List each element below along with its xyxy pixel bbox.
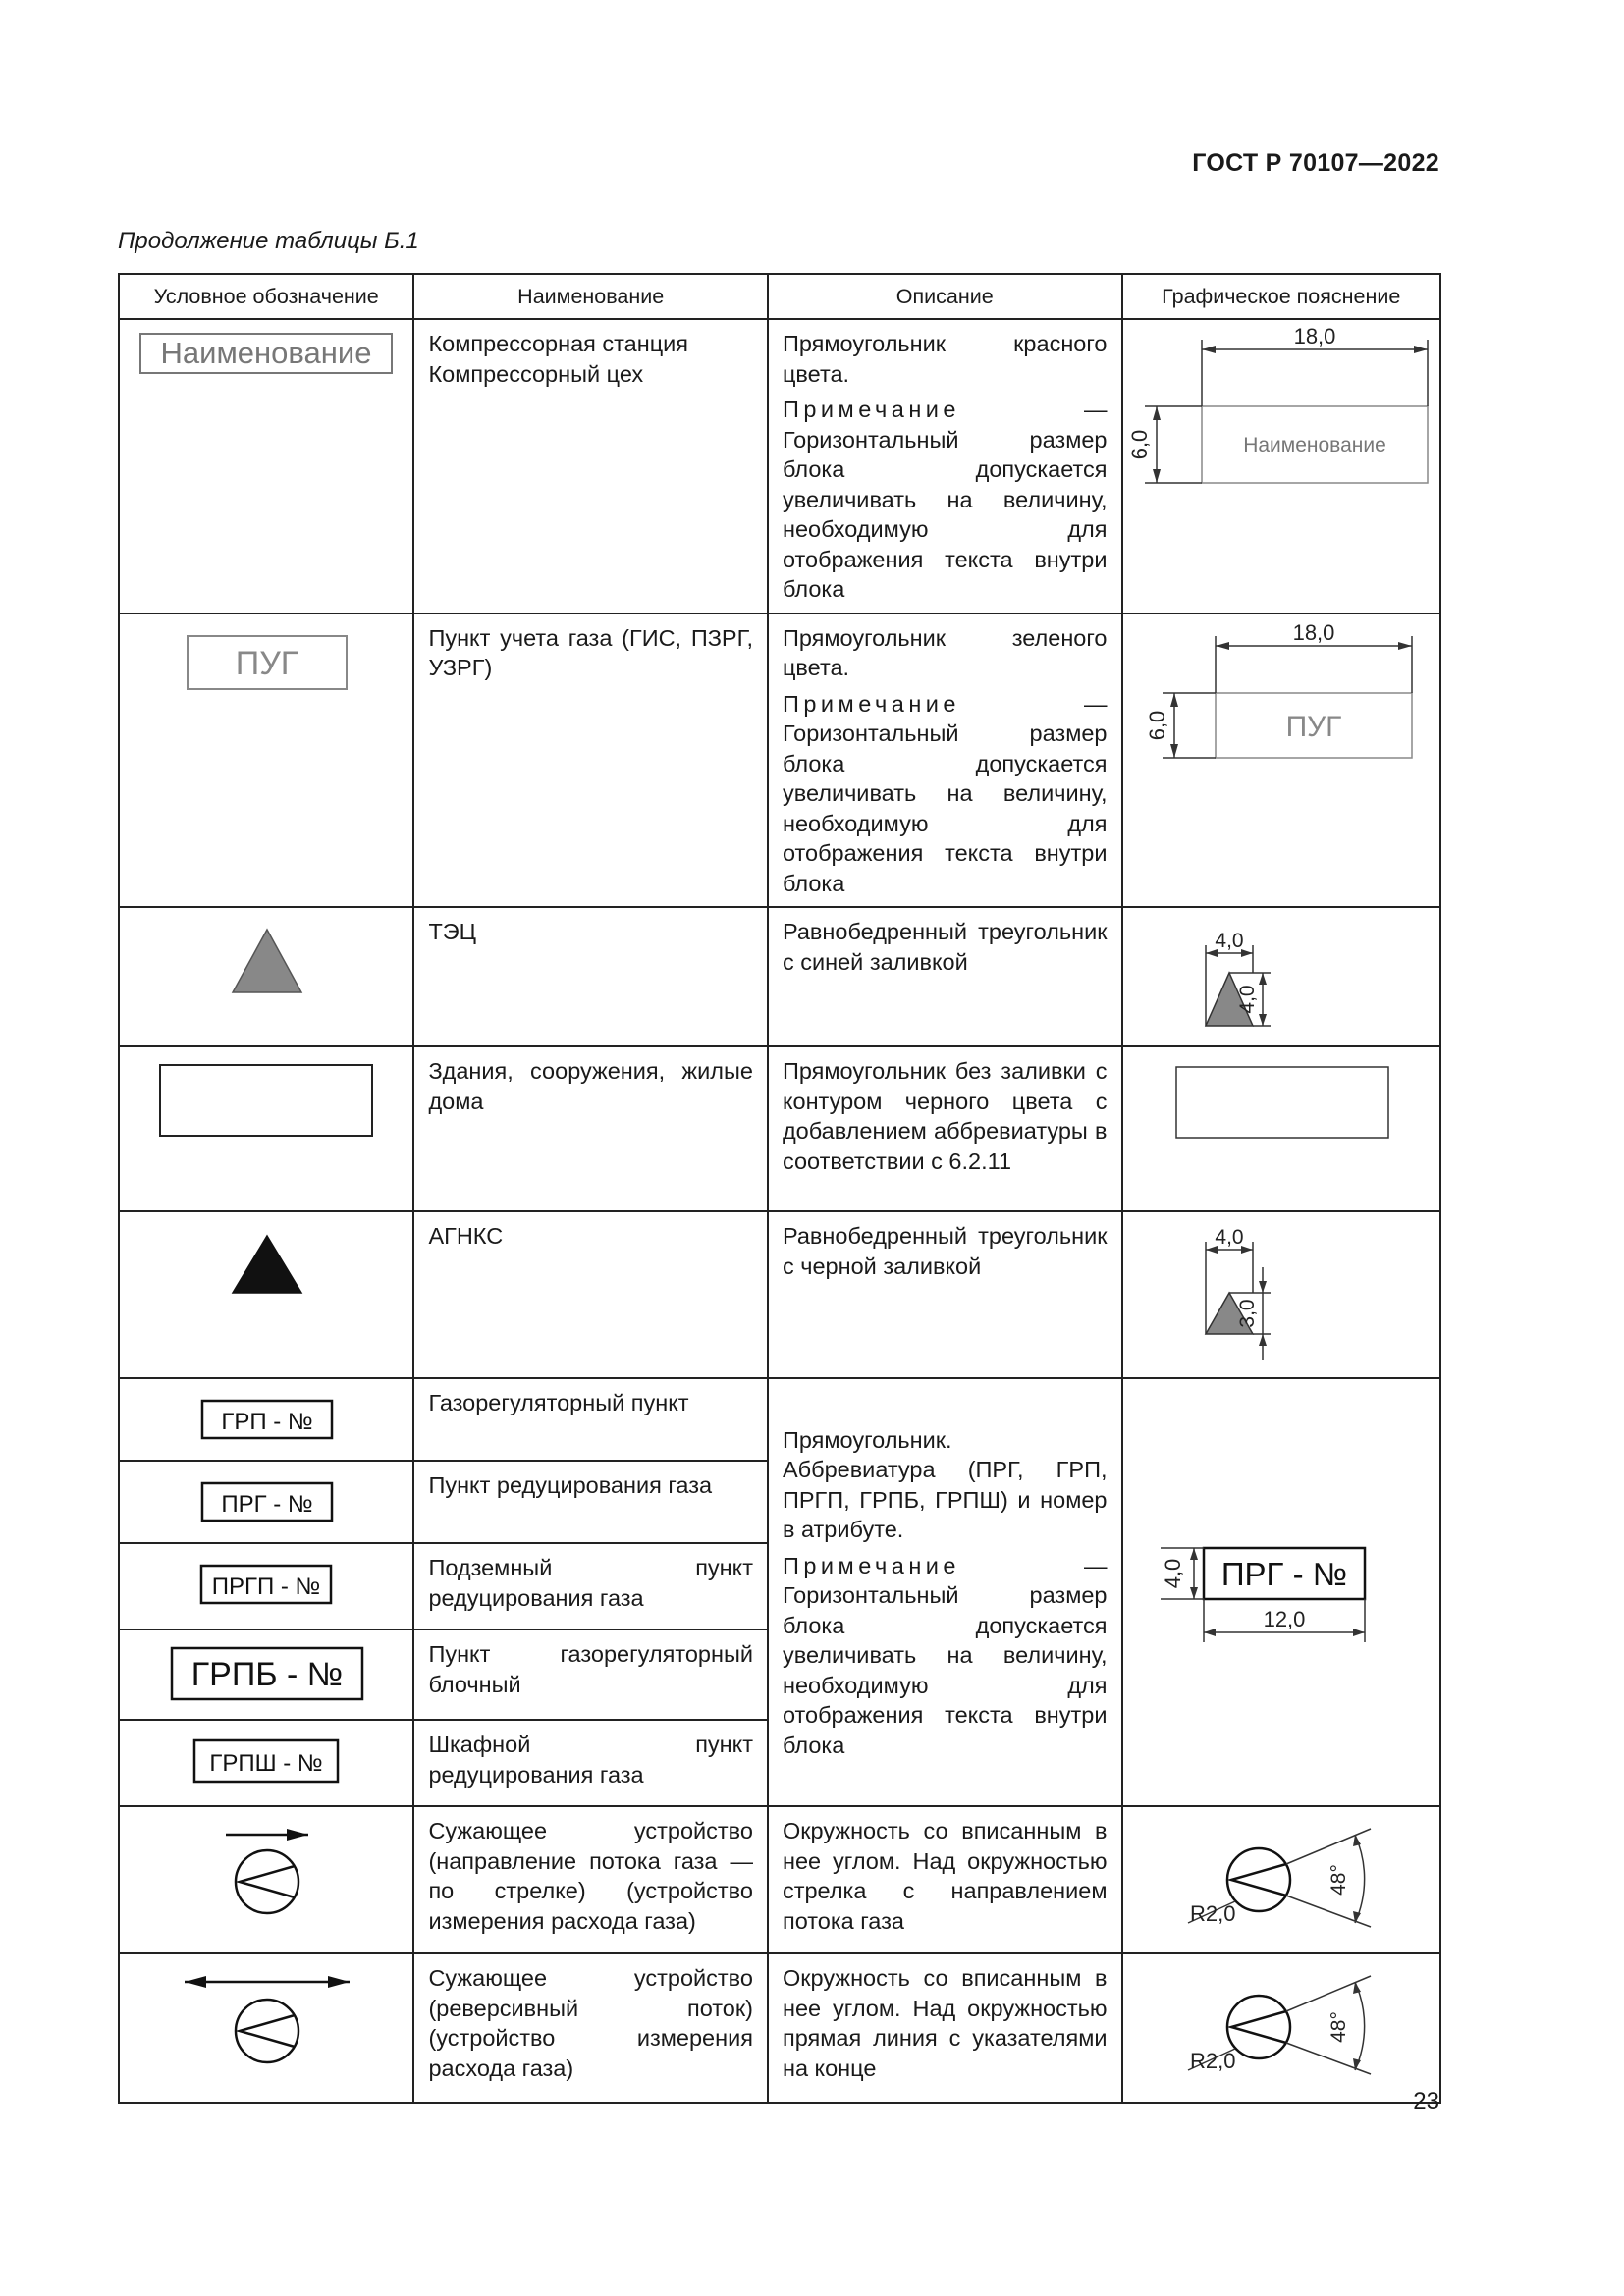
prgp-symbol	[120, 1544, 414, 1630]
name-cell	[413, 1046, 768, 1211]
dim-width: 12,0	[1263, 1607, 1305, 1631]
note	[783, 1551, 1108, 1761]
name-cell	[413, 1461, 768, 1543]
note	[783, 689, 1108, 899]
name-cell	[413, 1378, 768, 1461]
name-line: Компрессорная станция	[428, 331, 689, 356]
name-cell	[413, 1211, 768, 1378]
graphic-label: ПРГ - №	[1220, 1556, 1347, 1592]
standard-header: ГОСТ Р 70107—2022	[1192, 149, 1439, 177]
symbol-cell	[119, 319, 413, 614]
name-cell	[413, 1629, 768, 1720]
dim-width: 18,0	[1292, 619, 1334, 645]
name-line: Пункт учета газа (ГИС, ПЗРГ, УЗРГ)	[428, 624, 753, 680]
table-caption: Продолжение таблицы Б.1	[118, 228, 419, 254]
description-text: Равнобедренный треугольник с синей заливкой	[782, 919, 1108, 975]
cng-station-triangle-icon	[120, 1212, 414, 1379]
col-header-graphic: Графическое пояснение	[1122, 274, 1441, 319]
name-line: Здания, сооружения, жилые дома	[428, 1058, 753, 1114]
graphic-cell	[1122, 1953, 1441, 2103]
note	[783, 395, 1108, 605]
name-line: Шкафной пункт редуцирования газа	[428, 1732, 753, 1788]
reverse-flow-meter-icon	[120, 1954, 414, 2104]
description-text: Окружность со вписанным в нее углом. Над окружностью стрелка с направлением потока газа	[782, 1818, 1108, 1934]
table-row	[119, 1211, 1440, 1378]
note-word: Примечание	[782, 690, 960, 717]
dim-height: 4,0	[1235, 985, 1259, 1014]
graphic-cell	[1122, 319, 1441, 614]
symbols-table	[118, 273, 1441, 2104]
dim-width: 4,0	[1214, 1226, 1244, 1249]
description-cell	[768, 1953, 1122, 2103]
cng-graphic	[1123, 1212, 1441, 1379]
chp-triangle-icon	[120, 908, 414, 1047]
symbol-cell	[119, 1211, 413, 1378]
note-word: Примечание	[782, 1552, 960, 1578]
dim-height: 4,0	[1160, 1558, 1185, 1589]
graphic-cell	[1122, 614, 1441, 908]
col-header-description: Описание	[768, 274, 1122, 319]
symbol-cell	[119, 614, 413, 908]
chp-graphic	[1123, 908, 1441, 1047]
note-text: — Горизонтальный размер блока допускается увеличивать на величину, необходимую для отображения текста внутри блока	[782, 1552, 1108, 1758]
flow-meter-arrow-icon	[120, 1807, 414, 1954]
graphic-cell	[1122, 1211, 1441, 1378]
grpb-symbol	[120, 1630, 414, 1721]
description-cell	[768, 1211, 1122, 1378]
dim-radius: R2,0	[1189, 2049, 1235, 2073]
symbol-label: ПРГП - №	[211, 1574, 321, 1600]
description-text: Прямоугольник. Аббревиатура (ПРГ, ГРП, ПРГП, ГРПБ, ГРПШ) и номер в атрибуте.	[782, 1426, 1108, 1543]
name-cell	[413, 319, 768, 614]
symbol-label: ГРПШ - №	[209, 1750, 323, 1777]
description-text: Прямоугольник без заливки с контуром черного цвета с добавлением аббревиатуры в соответствии с 6.2.11	[782, 1058, 1108, 1174]
name-cell	[413, 1953, 768, 2103]
symbol-cell	[119, 1629, 413, 1720]
graphic-cell	[1122, 907, 1441, 1046]
description-cell	[768, 1046, 1122, 1211]
graphic-cell	[1122, 1378, 1441, 1806]
table-header-row	[119, 274, 1440, 319]
name-cell	[413, 1543, 768, 1629]
dim-width: 18,0	[1293, 324, 1335, 348]
name-line: Пункт газорегуляторный блочный	[428, 1641, 753, 1697]
description-cell	[768, 907, 1122, 1046]
description-text: Прямоугольник красного цвета.	[782, 331, 1108, 387]
compressor-station-symbol	[120, 320, 414, 593]
grp-symbol	[120, 1379, 414, 1462]
note-text: — Горизонтальный размер блока допускается увеличивать на величину, необходимую для отображения текста внутри блока	[782, 397, 1108, 602]
compressor-graphic	[1123, 320, 1441, 593]
graphic-cell	[1122, 1046, 1441, 1211]
building-rect-icon	[120, 1047, 414, 1212]
dim-angle: 48°	[1326, 2011, 1350, 2043]
description-text: Окружность со вписанным в нее углом. Над окружностью прямая линия с указателями на конце	[782, 1965, 1108, 2081]
dim-width: 4,0	[1214, 930, 1244, 952]
gas-metering-graphic	[1123, 614, 1441, 889]
prg-symbol	[120, 1462, 414, 1544]
description-text: Равнобедренный треугольник с черной заливкой	[782, 1223, 1108, 1279]
table-row	[119, 1378, 1440, 1461]
description-cell	[768, 1378, 1122, 1806]
name-line: АГНКС	[428, 1223, 504, 1249]
name-line: Подземный пункт редуцирования газа	[428, 1555, 753, 1611]
graphic-cell	[1122, 1806, 1441, 1953]
table-row	[119, 1953, 1440, 2103]
gas-metering-symbol	[120, 614, 414, 889]
symbol-cell	[119, 1543, 413, 1629]
symbol-cell	[119, 907, 413, 1046]
symbol-label: ПРГ - №	[221, 1491, 313, 1518]
dim-height: 3,0	[1235, 1299, 1259, 1328]
table-row	[119, 319, 1440, 614]
grp-graphic	[1123, 1379, 1441, 1811]
graphic-label: Наименование	[1242, 434, 1386, 456]
symbol-cell	[119, 1461, 413, 1543]
note-word: Примечание	[782, 397, 960, 422]
name-line: Пункт редуцирования газа	[428, 1472, 713, 1498]
dim-angle: 48°	[1326, 1864, 1350, 1896]
symbol-cell	[119, 1953, 413, 2103]
name-line: Компрессорный цех	[428, 360, 644, 387]
dim-height: 6,0	[1126, 429, 1152, 460]
description-cell	[768, 1806, 1122, 1953]
name-line: Сужающее устройство (реверсивный поток) (устройство измерения расхода газа)	[428, 1965, 753, 2081]
description-cell	[768, 319, 1122, 614]
name-cell	[413, 1720, 768, 1806]
reverse-flow-meter-graphic	[1123, 1954, 1441, 2104]
symbol-label: ГРПБ - №	[190, 1656, 344, 1693]
symbol-cell	[119, 1806, 413, 1953]
table-row	[119, 614, 1440, 908]
col-header-symbol: Условное обозначение	[119, 274, 413, 319]
table-row	[119, 907, 1440, 1046]
symbol-label: ГРП - №	[221, 1409, 313, 1435]
dim-height: 6,0	[1144, 710, 1169, 740]
symbol-cell	[119, 1720, 413, 1806]
symbol-label: Наименование	[160, 336, 372, 370]
graphic-label: ПУГ	[1285, 710, 1341, 743]
table-row	[119, 1806, 1440, 1953]
dim-radius: R2,0	[1189, 1901, 1235, 1926]
table-row	[119, 1046, 1440, 1211]
description-cell	[768, 614, 1122, 908]
col-header-name: Наименование	[413, 274, 768, 319]
symbol-label: ПУГ	[235, 644, 299, 682]
name-cell	[413, 907, 768, 1046]
name-cell	[413, 614, 768, 908]
grpsh-symbol	[120, 1721, 414, 1807]
name-line: Сужающее устройство (направление потока газа — по стрелке) (устройство измерения расхода газа)	[428, 1818, 753, 1934]
flow-meter-graphic	[1123, 1807, 1441, 1954]
building-graphic	[1123, 1047, 1441, 1212]
name-line: ТЭЦ	[428, 919, 477, 944]
name-line: Газорегуляторный пункт	[428, 1390, 689, 1415]
description-text: Прямоугольник зеленого цвета.	[782, 624, 1108, 680]
note-text: — Горизонтальный размер блока допускается увеличивать на величину, необходимую для отображения текста внутри блока	[782, 690, 1108, 896]
page-number: 23	[1413, 2088, 1439, 2114]
symbol-cell	[119, 1046, 413, 1211]
symbol-cell	[119, 1378, 413, 1461]
name-cell	[413, 1806, 768, 1953]
